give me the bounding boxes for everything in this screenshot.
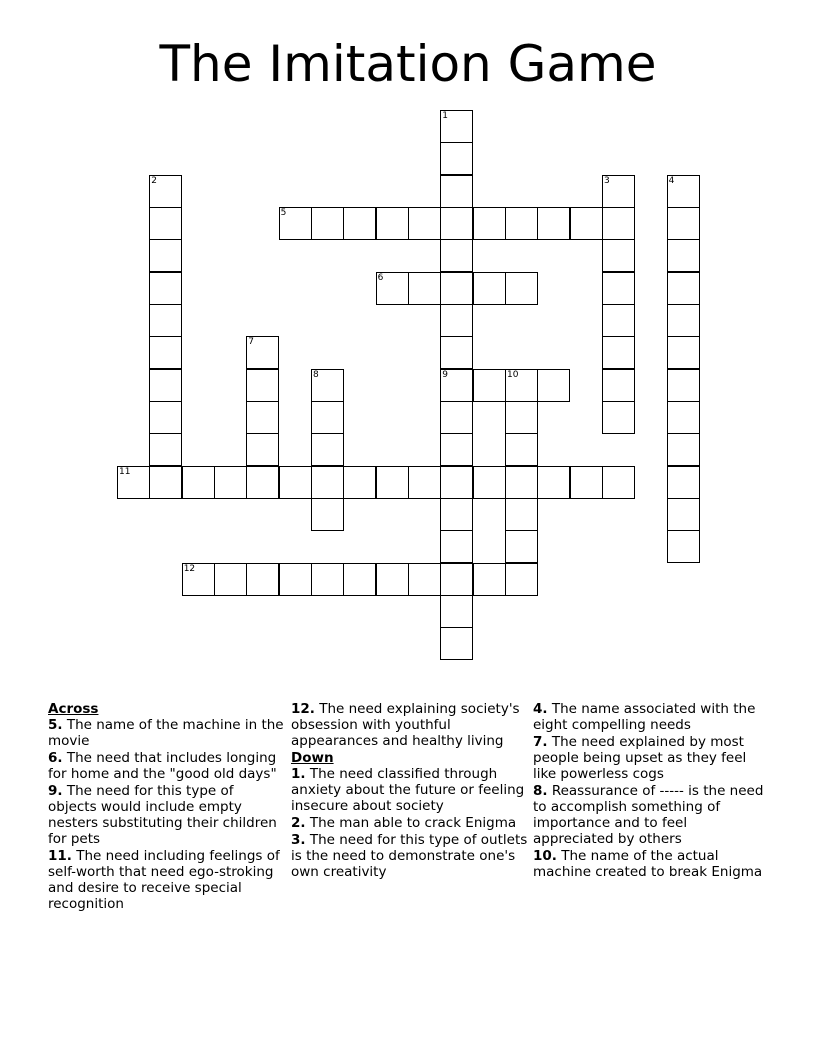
grid-cell[interactable] xyxy=(667,498,700,531)
grid-cell[interactable] xyxy=(667,304,700,337)
grid-cell[interactable] xyxy=(505,207,538,240)
grid-cell[interactable] xyxy=(149,433,182,466)
grid-cell[interactable] xyxy=(246,401,279,434)
clue-across-9 xyxy=(48,783,286,847)
grid-cell[interactable] xyxy=(667,369,700,402)
grid-cell[interactable] xyxy=(505,563,538,596)
grid-cell[interactable] xyxy=(440,530,473,563)
grid-cell[interactable] xyxy=(440,498,473,531)
clue-text: The need explaining society's obsession with youthful appearances and healthy living xyxy=(291,701,520,749)
grid-cell[interactable] xyxy=(667,401,700,434)
clue-text: The name of the machine in the movie xyxy=(48,717,284,749)
grid-cell[interactable] xyxy=(246,563,279,596)
clue-down-10 xyxy=(533,848,768,880)
clue-text: The need for this type of outlets is the need to demonstrate one's own creativity xyxy=(291,832,528,880)
grid-cell[interactable] xyxy=(440,175,473,208)
grid-cell[interactable] xyxy=(149,336,182,369)
cell-number: 11 xyxy=(119,466,131,477)
grid-cell[interactable] xyxy=(279,207,312,240)
grid-cell[interactable] xyxy=(505,433,538,466)
clue-text: Reassurance of ----- is the need to accomplish something of importance and to feel appreciated by others xyxy=(533,783,764,847)
clue-text: The need for this type of objects would include empty nesters substituting their children for pets xyxy=(48,783,277,847)
clue-text: The need explained by most people being upset as they feel like powerless cogs xyxy=(533,734,747,782)
grid-cell[interactable] xyxy=(473,563,506,596)
grid-cell[interactable] xyxy=(246,433,279,466)
grid-cell[interactable] xyxy=(149,401,182,434)
grid-cell[interactable] xyxy=(570,466,603,499)
grid-cell[interactable] xyxy=(440,272,473,305)
grid-cell[interactable] xyxy=(537,369,570,402)
grid-cell[interactable] xyxy=(505,401,538,434)
clue-number: 7. xyxy=(533,734,548,750)
grid-cell[interactable] xyxy=(311,433,344,466)
grid-cell[interactable] xyxy=(408,563,441,596)
clues-column-1 xyxy=(48,701,286,913)
clues-column-2 xyxy=(291,701,529,881)
clue-number: 3. xyxy=(291,832,306,848)
grid-cell[interactable] xyxy=(473,272,506,305)
grid-cell[interactable] xyxy=(117,466,150,499)
cell-number: 5 xyxy=(280,208,287,218)
clue-text: The name associated with the eight compelling needs xyxy=(533,701,756,733)
grid-cell[interactable] xyxy=(408,207,441,240)
clue-number: 8. xyxy=(533,783,548,799)
clue-across-5 xyxy=(48,717,286,749)
grid-cell[interactable] xyxy=(149,272,182,305)
grid-cell[interactable] xyxy=(602,304,635,337)
grid-cell[interactable] xyxy=(667,530,700,563)
grid-cell[interactable] xyxy=(376,207,409,240)
clue-down-1 xyxy=(291,766,529,814)
cell-number: 7 xyxy=(248,337,255,348)
grid-cell[interactable] xyxy=(343,563,376,596)
grid-cell[interactable] xyxy=(602,466,635,499)
cell-number: 9 xyxy=(442,369,449,380)
grid-cell[interactable] xyxy=(473,207,506,240)
across-heading: Across xyxy=(48,701,99,717)
clue-number: 2. xyxy=(291,815,306,831)
grid-cell[interactable] xyxy=(505,272,538,305)
grid-cell[interactable] xyxy=(505,466,538,499)
clue-number: 4. xyxy=(533,701,548,717)
cell-number: 3 xyxy=(604,175,610,186)
grid-cell[interactable] xyxy=(440,239,473,272)
grid-cell[interactable] xyxy=(440,142,473,175)
clue-down-4 xyxy=(533,701,768,733)
grid-cell[interactable] xyxy=(667,272,700,305)
grid-cell[interactable] xyxy=(440,369,473,402)
clue-down-3 xyxy=(291,832,529,880)
clue-text: The need that includes longing for home and the "good old days" xyxy=(48,750,277,782)
grid-cell[interactable] xyxy=(505,369,538,402)
grid-cell[interactable] xyxy=(311,563,344,596)
grid-cell[interactable] xyxy=(311,207,344,240)
clue-across-11 xyxy=(48,848,286,912)
grid-cell[interactable] xyxy=(343,466,376,499)
grid-cell[interactable] xyxy=(602,401,635,434)
grid-cell[interactable] xyxy=(311,401,344,434)
clue-number: 10. xyxy=(533,848,557,864)
grid-cell[interactable] xyxy=(311,369,344,402)
clue-number: 1. xyxy=(291,766,306,782)
grid-cell[interactable] xyxy=(376,466,409,499)
grid-cell[interactable] xyxy=(246,466,279,499)
grid-cell[interactable] xyxy=(246,336,279,369)
grid-cell[interactable] xyxy=(440,207,473,240)
grid-cell[interactable] xyxy=(279,563,312,596)
cell-number: 1 xyxy=(442,111,449,121)
clue-down-8 xyxy=(533,783,768,847)
clue-down-7 xyxy=(533,734,768,782)
grid-cell[interactable] xyxy=(602,272,635,305)
grid-cell[interactable] xyxy=(149,466,182,499)
clue-across-12 xyxy=(291,701,529,749)
clue-text: The man able to crack Enigma xyxy=(309,815,517,831)
grid-cell[interactable] xyxy=(440,304,473,337)
cell-number: 2 xyxy=(151,175,158,186)
cell-number: 12 xyxy=(183,563,196,574)
grid-cell[interactable] xyxy=(473,466,506,499)
grid-cell[interactable] xyxy=(440,110,473,143)
grid-cell[interactable] xyxy=(279,466,312,499)
grid-cell[interactable] xyxy=(440,563,473,596)
grid-cell[interactable] xyxy=(376,272,409,305)
grid-cell[interactable] xyxy=(214,563,247,596)
grid-cell[interactable] xyxy=(667,433,700,466)
clue-number: 5. xyxy=(48,717,63,733)
clue-across-6 xyxy=(48,750,286,782)
page-title: The Imitation Game xyxy=(159,35,657,93)
clue-text: The name of the actual machine created to break Enigma xyxy=(533,848,763,880)
grid-cell[interactable] xyxy=(440,401,473,434)
clue-number: 6. xyxy=(48,750,63,766)
grid-cell[interactable] xyxy=(149,175,182,208)
grid-cell[interactable] xyxy=(602,207,635,240)
grid-cell[interactable] xyxy=(408,272,441,305)
grid-cell[interactable] xyxy=(667,466,700,499)
grid-cell[interactable] xyxy=(667,175,700,208)
grid-cell[interactable] xyxy=(440,336,473,369)
clue-text: The need classified through anxiety about the future or feeling insecure about society xyxy=(291,766,525,814)
grid-cell[interactable] xyxy=(602,336,635,369)
grid-cell[interactable] xyxy=(505,530,538,563)
clue-number: 9. xyxy=(48,783,63,799)
grid-cell[interactable] xyxy=(602,239,635,272)
clues-column-3 xyxy=(533,701,768,881)
grid-cell[interactable] xyxy=(667,336,700,369)
grid-cell[interactable] xyxy=(505,498,538,531)
grid-cell[interactable] xyxy=(408,466,441,499)
grid-cell[interactable] xyxy=(667,239,700,272)
cell-number: 4 xyxy=(668,175,675,186)
grid-cell[interactable] xyxy=(182,466,215,499)
grid-cell[interactable] xyxy=(149,369,182,402)
cell-number: 10 xyxy=(507,369,519,380)
grid-cell[interactable] xyxy=(537,207,570,240)
down-heading: Down xyxy=(291,750,334,766)
cell-number: 6 xyxy=(377,272,384,283)
grid-cell[interactable] xyxy=(343,207,376,240)
grid-cell[interactable] xyxy=(311,498,344,531)
cell-number: 8 xyxy=(313,369,319,380)
clue-text: The need including feelings of self-worth that need ego-stroking and desire to receive special recognition xyxy=(48,848,280,912)
grid-cell[interactable] xyxy=(376,563,409,596)
grid-cell[interactable] xyxy=(311,466,344,499)
grid-cell[interactable] xyxy=(246,369,279,402)
grid-cell[interactable] xyxy=(440,433,473,466)
clue-down-2 xyxy=(291,815,529,831)
grid-cell[interactable] xyxy=(214,466,247,499)
clue-number: 11. xyxy=(48,848,72,864)
grid-cell[interactable] xyxy=(149,207,182,240)
grid-cell[interactable] xyxy=(182,563,215,596)
grid-cell[interactable] xyxy=(149,304,182,337)
grid-cell[interactable] xyxy=(440,627,473,660)
grid-cell[interactable] xyxy=(149,239,182,272)
clue-number: 12. xyxy=(291,701,315,717)
grid-cell[interactable] xyxy=(440,595,473,628)
grid-cell[interactable] xyxy=(440,466,473,499)
grid-cell[interactable] xyxy=(602,175,635,208)
grid-cell[interactable] xyxy=(602,369,635,402)
grid-cell[interactable] xyxy=(570,207,603,240)
grid-cell[interactable] xyxy=(667,207,700,240)
grid-cell[interactable] xyxy=(537,466,570,499)
grid-cell[interactable] xyxy=(473,369,506,402)
